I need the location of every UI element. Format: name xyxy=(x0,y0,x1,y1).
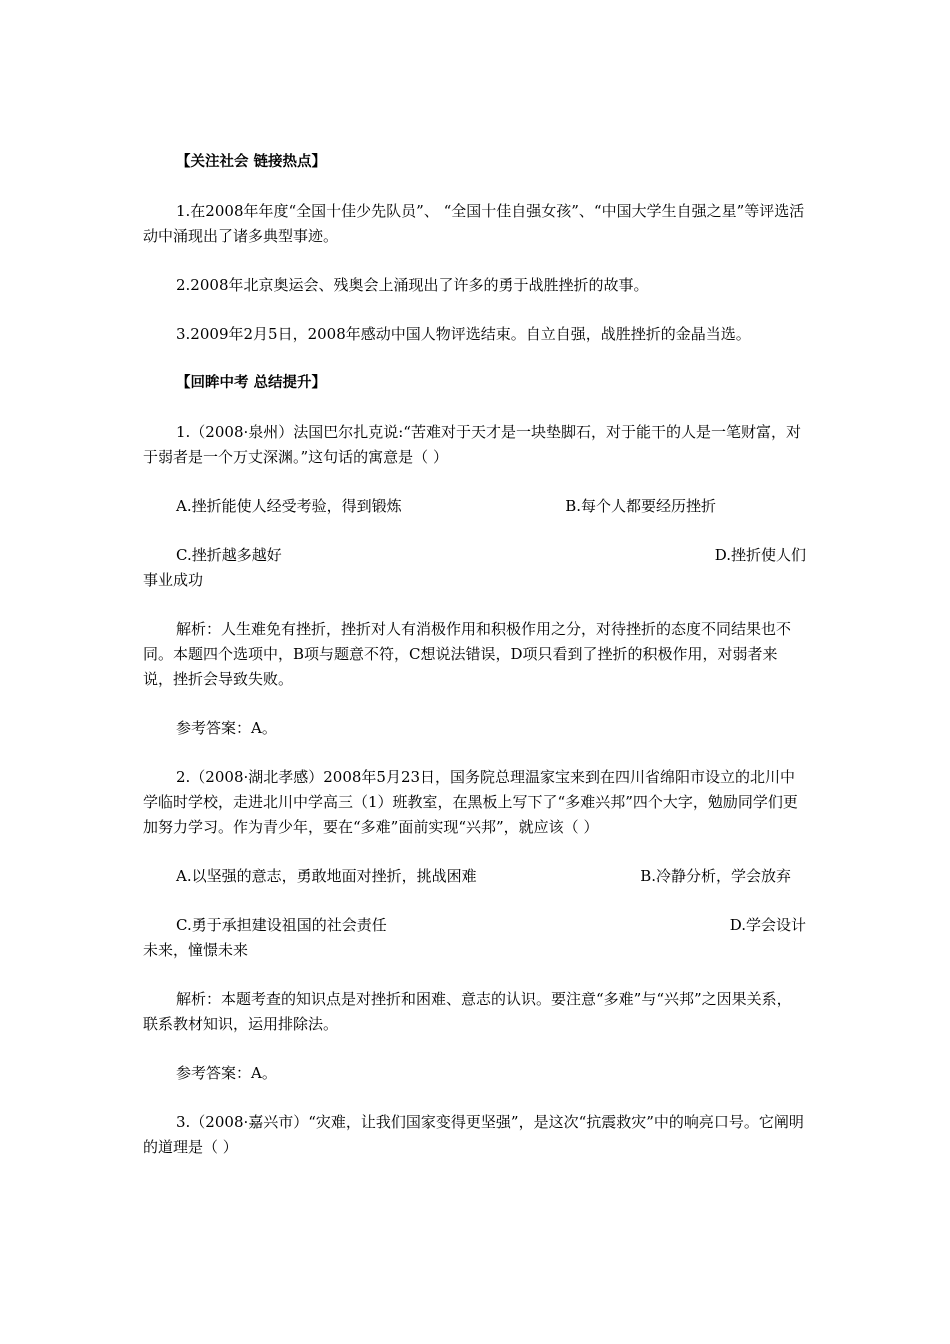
question-1-option-d: D.挫折使人们 xyxy=(714,546,806,564)
question-1-stem: 1.（2008·泉州）法国巴尔扎克说:“苦难对于天才是一块垫脚石，对于能干的人是一笔财富，对于弱者是一个万丈深渊。”这句话的寓意是（ ） xyxy=(143,423,801,466)
question-2-option-c: C.勇于承担建设祖国的社会责任 xyxy=(176,916,387,934)
hotspot-item-1: 1.在2008年年度“全国十佳少先队员”、 “全国十佳自强女孩”、“中国大学生自强之星”等评选活动中涌现出了诸多典型事迹。 xyxy=(143,202,805,245)
question-1-options-cd xyxy=(143,543,806,593)
question-2-answer: 参考答案：A。 xyxy=(176,1064,277,1082)
question-1-answer: 参考答案：A。 xyxy=(176,719,277,737)
question-1-option-b: B.每个人都要经历挫折 xyxy=(565,497,716,515)
question-1-options-ab xyxy=(143,494,806,519)
document-body xyxy=(143,150,806,1160)
question-1-option-d-continued: 事业成功 xyxy=(143,571,204,589)
section-heading-review: 【回眸中考 总结提升】 xyxy=(176,375,327,391)
question-2-option-d: D.学会设计 xyxy=(729,916,806,934)
hotspot-item-2: 2.2008年北京奥运会、残奥会上涌现出了许多的勇于战胜挫折的故事。 xyxy=(176,276,649,294)
question-2-options-ab xyxy=(143,864,806,889)
question-1-option-a: A.挫折能使人经受考验，得到锻炼 xyxy=(176,497,402,515)
question-2-analysis: 解析：本题考查的知识点是对挫折和困难、意志的认识。要注意“多难”与“兴邦”之因果关系，联系教材知识，运用排除法。 xyxy=(143,990,792,1033)
question-1-option-c: C.挫折越多越好 xyxy=(176,546,282,564)
question-2-options-cd xyxy=(143,913,806,963)
question-1-analysis: 解析：人生难免有挫折，挫折对人有消极作用和积极作用之分，对待挫折的态度不同结果也不同。本题四个选项中，B项与题意不符，C想说法错误，D项只看到了挫折的积极作用，对弱者来说，挫折会导致失败。 xyxy=(143,620,792,688)
question-2-option-a: A.以坚强的意志，勇敢地面对挫折，挑战困难 xyxy=(176,867,477,885)
section-heading-social: 【关注社会 链接热点】 xyxy=(176,154,327,170)
hotspot-item-3: 3.2009年2月5日，2008年感动中国人物评选结束。自立自强，战胜挫折的金晶当选。 xyxy=(176,325,751,343)
question-3-stem: 3.（2008·嘉兴市）“灾难，让我们国家变得更坚强”，是这次“抗震救灾”中的响亮口号。它阐明的道理是（ ） xyxy=(143,1113,804,1156)
question-2-option-d-continued: 未来，憧憬未来 xyxy=(143,941,249,959)
question-2-stem: 2.（2008·湖北孝感）2008年5月23日，国务院总理温家宝来到在四川省绵阳市设立的北川中学临时学校，走进北川中学高三（1）班教室，在黑板上写下了“多难兴邦”四个大字，勉励同学们更加努力学习。作为青少年，要在“多难”面前实现“兴邦”，就应该（ ） xyxy=(143,768,798,836)
question-2-option-b: B.冷静分析，学会放弃 xyxy=(640,867,791,885)
